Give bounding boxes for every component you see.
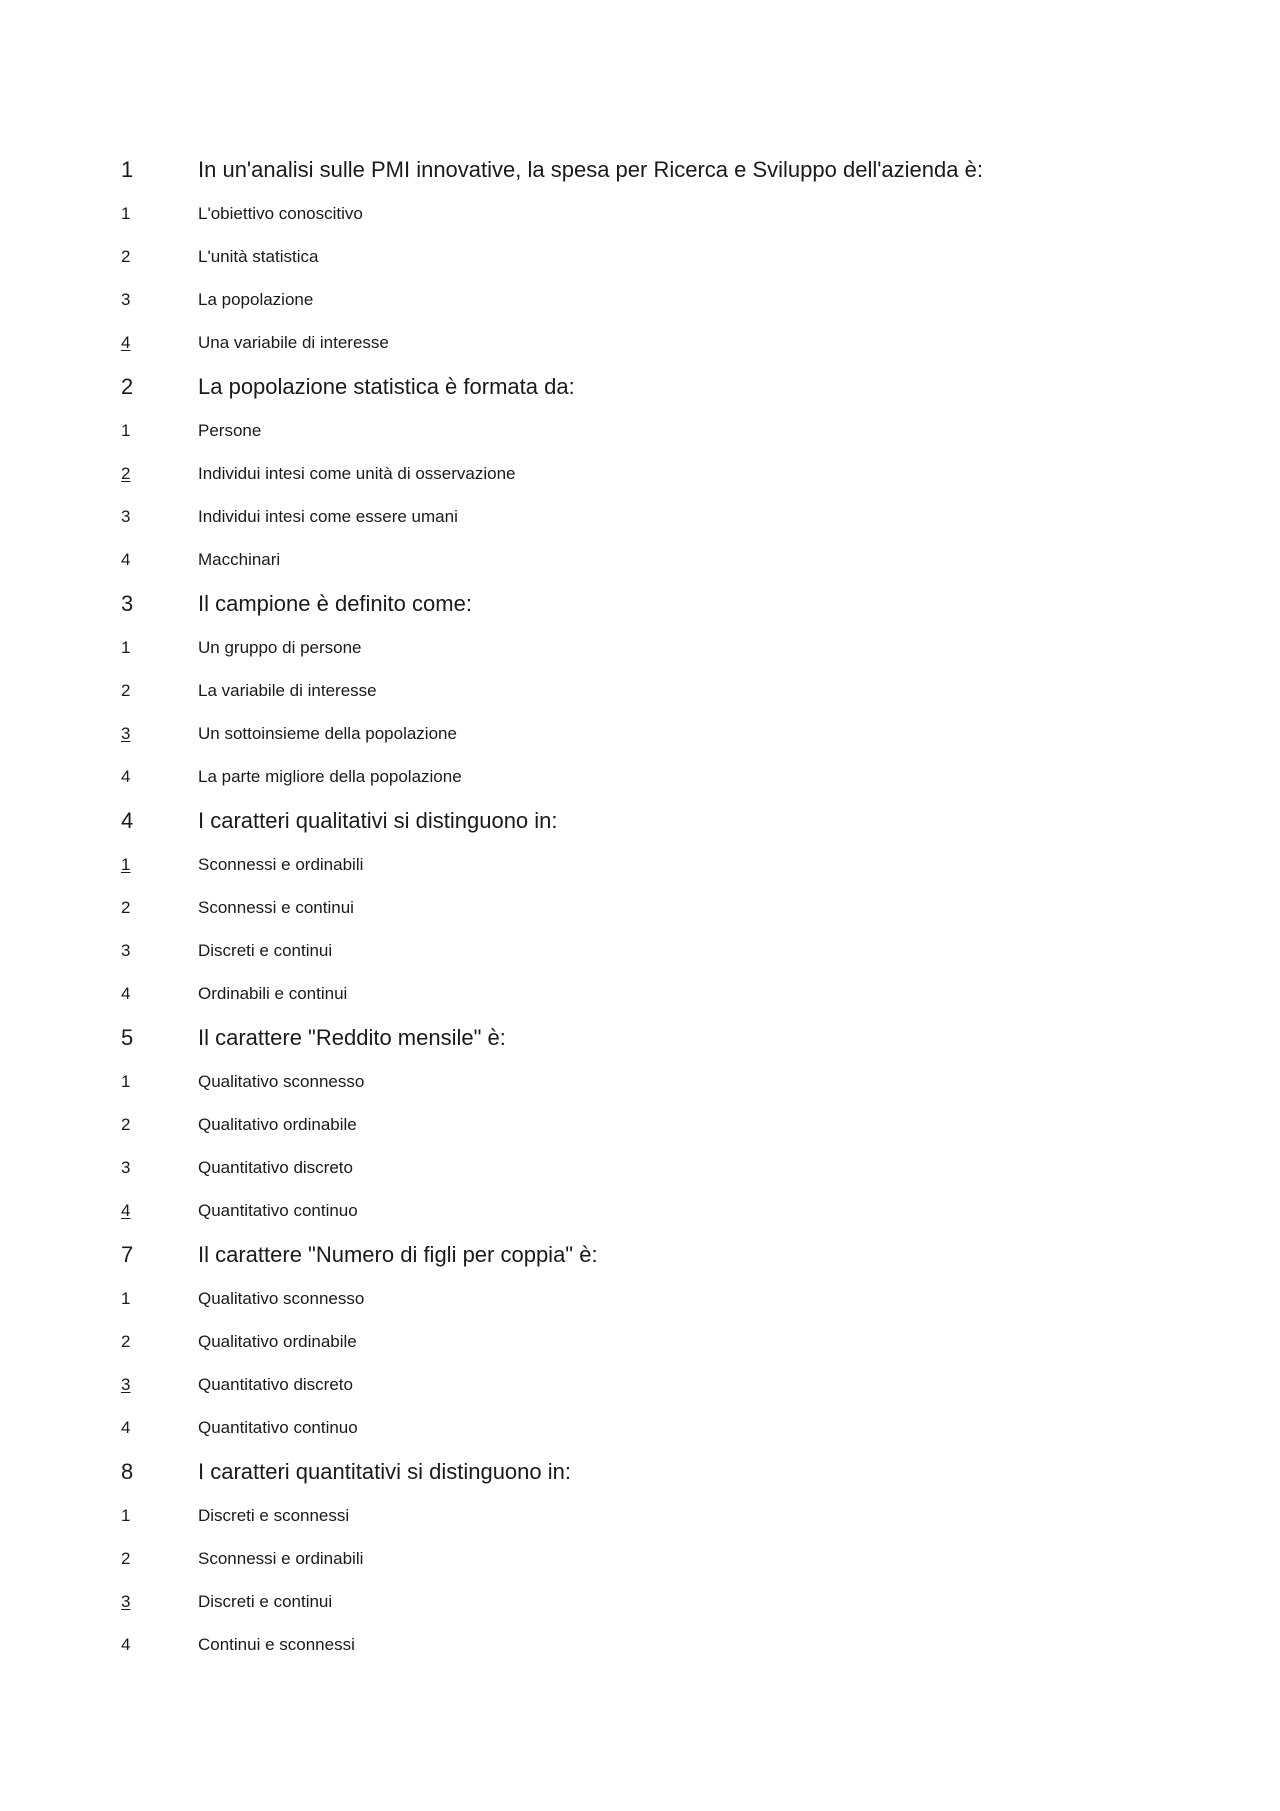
document-page: [0, 147, 1280, 1666]
answer-option: [0, 1060, 1280, 1103]
answer-option: [0, 1146, 1280, 1189]
question-number: 2: [121, 373, 134, 399]
question-number: 4: [121, 807, 134, 833]
answer-number-marked: 3: [121, 723, 131, 743]
answer-option: [0, 669, 1280, 712]
answer-option: [0, 843, 1280, 886]
answer-option: [0, 278, 1280, 321]
answer-text: L'unità statistica: [198, 246, 319, 266]
answer-option: [0, 1320, 1280, 1363]
answer-option: [0, 452, 1280, 495]
answer-text: Sconnessi e ordinabili: [198, 1548, 364, 1568]
answer-text: Quantitativo discreto: [198, 1374, 353, 1394]
answer-text: Sconnessi e ordinabili: [198, 854, 364, 874]
question-text: Il campione è definito come:: [198, 590, 472, 616]
answer-text: Sconnessi e continui: [198, 897, 354, 917]
question-row: [0, 1232, 1280, 1277]
answer-option: [0, 929, 1280, 972]
answer-number: 4: [121, 983, 131, 1003]
answer-text: Discreti e continui: [198, 1591, 333, 1611]
answer-text: Qualitativo ordinabile: [198, 1331, 357, 1351]
answer-number: 2: [121, 680, 131, 700]
answer-text: Persone: [198, 420, 262, 440]
answer-number: 2: [121, 1331, 131, 1351]
answer-number: 3: [121, 1157, 131, 1177]
question-block: [0, 798, 1280, 1015]
answer-number: 1: [121, 1071, 131, 1091]
answer-number: 4: [121, 1417, 131, 1437]
answer-number: 3: [121, 289, 131, 309]
question-row: [0, 1015, 1280, 1060]
answer-text: La popolazione: [198, 289, 314, 309]
answer-number: 2: [121, 246, 131, 266]
answer-option: [0, 886, 1280, 929]
answer-text: Individui intesi come unità di osservazione: [198, 463, 516, 483]
quiz-list: [0, 147, 1280, 1666]
answer-text: Qualitativo sconnesso: [198, 1071, 365, 1091]
question-row: [0, 364, 1280, 409]
answer-text: Qualitativo sconnesso: [198, 1288, 365, 1308]
question-text: Il carattere "Numero di figli per coppia" è:: [198, 1241, 598, 1267]
answer-text: Quantitativo continuo: [198, 1417, 358, 1437]
question-text: In un'analisi sulle PMI innovative, la spesa per Ricerca e Sviluppo dell'azienda è:: [198, 156, 983, 182]
answer-number-marked: 3: [121, 1374, 131, 1394]
answer-number-marked: 2: [121, 463, 131, 483]
answer-text: Discreti e sconnessi: [198, 1505, 350, 1525]
answer-option: [0, 495, 1280, 538]
answer-text: Una variabile di interesse: [198, 332, 389, 352]
answer-text: La parte migliore della popolazione: [198, 766, 462, 786]
answer-option: [0, 538, 1280, 581]
answer-text: Un sottoinsieme della popolazione: [198, 723, 457, 743]
answer-option: [0, 755, 1280, 798]
answer-option: [0, 1103, 1280, 1146]
question-text: I caratteri qualitativi si distinguono in:: [198, 807, 558, 833]
answer-number-marked: 4: [121, 1200, 131, 1220]
question-block: [0, 1232, 1280, 1449]
question-row: [0, 581, 1280, 626]
answer-text: Ordinabili e continui: [198, 983, 348, 1003]
answer-number: 2: [121, 897, 131, 917]
question-number: 1: [121, 156, 134, 182]
answer-option: [0, 626, 1280, 669]
question-number: 5: [121, 1024, 134, 1050]
answer-number: 4: [121, 549, 131, 569]
answer-number: 2: [121, 1548, 131, 1568]
answer-text: L'obiettivo conoscitivo: [198, 203, 363, 223]
answer-number: 4: [121, 1634, 131, 1654]
answer-number: 2: [121, 1114, 131, 1134]
question-block: [0, 147, 1280, 364]
question-block: [0, 1015, 1280, 1232]
answer-option: [0, 1363, 1280, 1406]
answer-number: 3: [121, 506, 131, 526]
answer-number: 1: [121, 1288, 131, 1308]
question-number: 3: [121, 590, 134, 616]
question-number: 7: [121, 1241, 134, 1267]
answer-option: [0, 192, 1280, 235]
answer-option: [0, 972, 1280, 1015]
answer-text: Quantitativo continuo: [198, 1200, 358, 1220]
question-block: [0, 364, 1280, 581]
answer-text: La variabile di interesse: [198, 680, 377, 700]
answer-option: [0, 235, 1280, 278]
answer-option: [0, 1406, 1280, 1449]
answer-text: Macchinari: [198, 549, 281, 569]
answer-text: Quantitativo discreto: [198, 1157, 353, 1177]
answer-number: 1: [121, 420, 131, 440]
question-text: I caratteri quantitativi si distinguono in:: [198, 1458, 571, 1484]
answer-option: [0, 1189, 1280, 1232]
answer-text: Qualitativo ordinabile: [198, 1114, 357, 1134]
answer-option: [0, 712, 1280, 755]
question-text: Il carattere "Reddito mensile" è:: [198, 1024, 506, 1050]
answer-text: Continui e sconnessi: [198, 1634, 355, 1654]
answer-number: 4: [121, 766, 131, 786]
answer-number: 3: [121, 940, 131, 960]
answer-option: [0, 1580, 1280, 1623]
answer-option: [0, 1537, 1280, 1580]
answer-number: 1: [121, 1505, 131, 1525]
question-block: [0, 1449, 1280, 1666]
question-block: [0, 581, 1280, 798]
answer-number: 1: [121, 203, 131, 223]
answer-text: Individui intesi come essere umani: [198, 506, 458, 526]
answer-number-marked: 3: [121, 1591, 131, 1611]
answer-text: Discreti e continui: [198, 940, 333, 960]
answer-option: [0, 409, 1280, 452]
answer-number-marked: 1: [121, 854, 131, 874]
answer-option: [0, 1623, 1280, 1666]
answer-text: Un gruppo di persone: [198, 637, 362, 657]
question-row: [0, 798, 1280, 843]
answer-option: [0, 321, 1280, 364]
question-text: La popolazione statistica è formata da:: [198, 373, 575, 399]
question-row: [0, 1449, 1280, 1494]
answer-option: [0, 1277, 1280, 1320]
question-number: 8: [121, 1458, 134, 1484]
answer-number-marked: 4: [121, 332, 131, 352]
answer-number: 1: [121, 637, 131, 657]
answer-option: [0, 1494, 1280, 1537]
question-row: [0, 147, 1280, 192]
